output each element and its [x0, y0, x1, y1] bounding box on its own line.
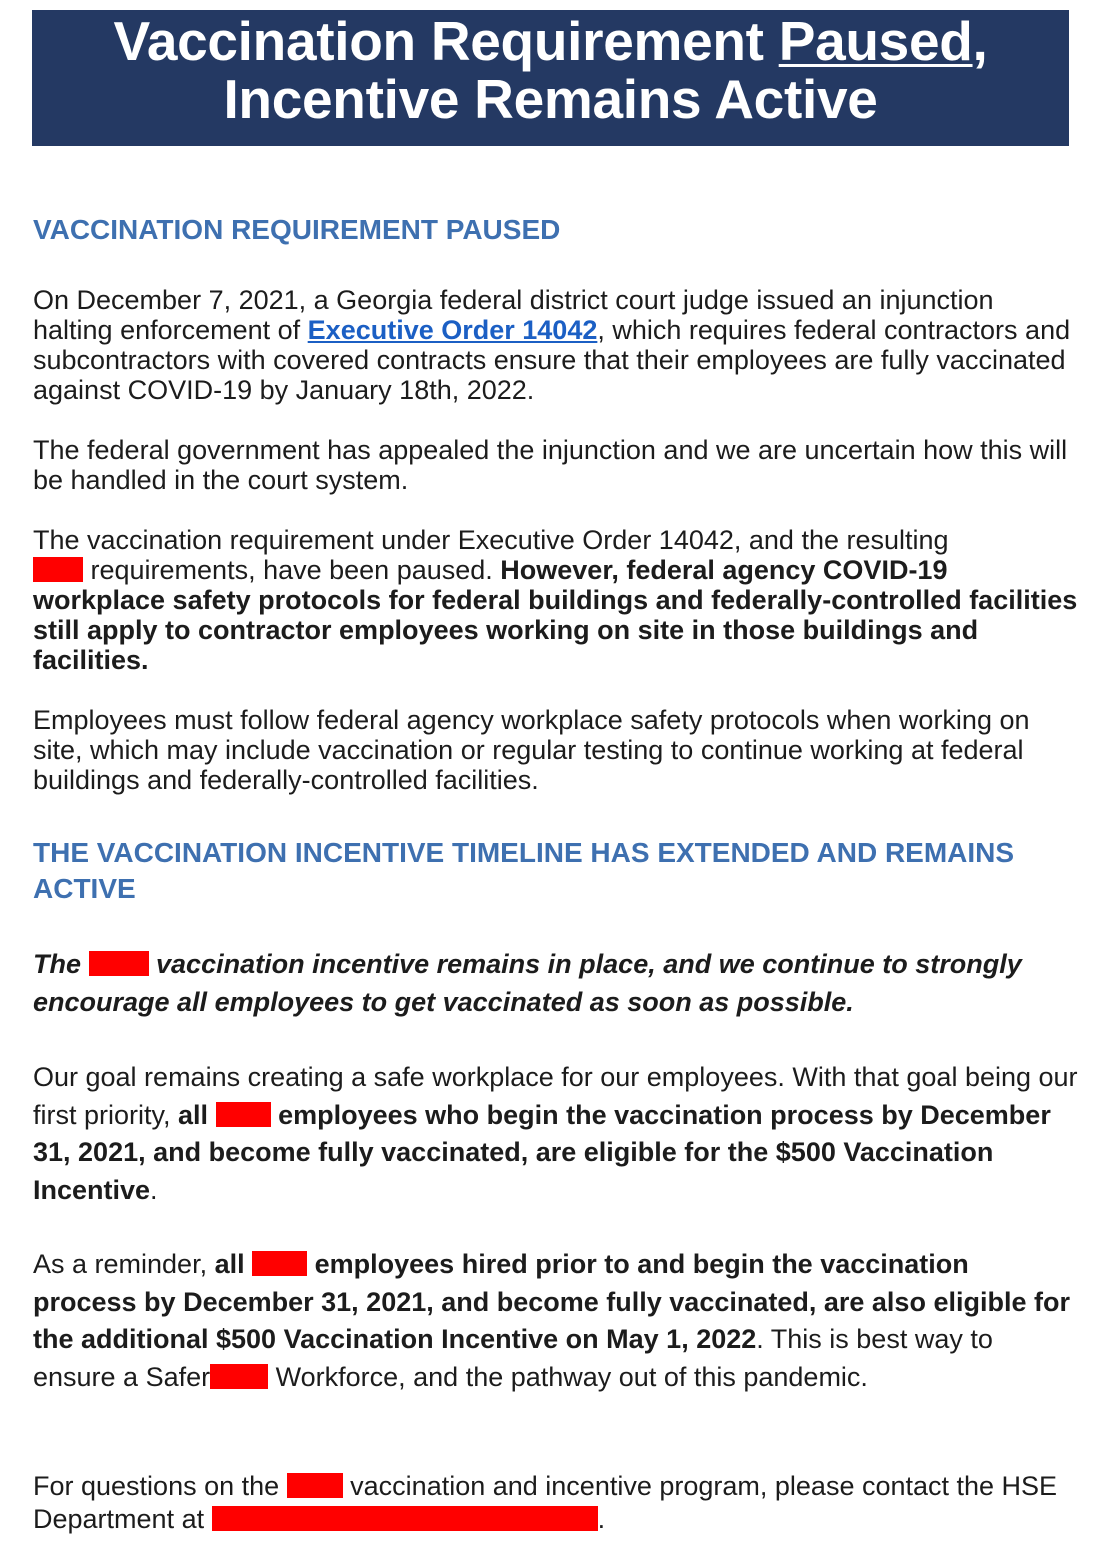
redaction-block [210, 1364, 268, 1389]
redacted-email-link[interactable] [212, 1506, 598, 1531]
paragraph-requirement-paused: The vaccination requirement under Executive Order 14042, and the resulting requirements, have been paused. However, federal agency COVID-19 workplace safety protocols for federal buildings and federally-controlled facilities still apply to contractor employees working on site in those buildings and facilities. [33, 525, 1078, 675]
paragraph-goal: Our goal remains creating a safe workplace for our employees. With that goal being our first priority, all employees who begin the vaccination process by December 31, 2021, and become fully vaccinated, are eligible for the $500 Vaccination Incentive. [33, 1062, 1078, 1205]
banner-title-line-2: Incentive Remains Active [223, 68, 878, 130]
paragraph-incentive-remains: The vaccination incentive remains in place, and we continue to strongly encourage all employees to get vaccinated as soon as possible. [33, 949, 1022, 1017]
section-heading-incentive: THE VACCINATION INCENTIVE TIMELINE HAS EXTENDED AND REMAINS ACTIVE [33, 837, 1015, 904]
redaction-block [216, 1102, 271, 1127]
paragraph-protocols: Employees must follow federal agency workplace safety protocols when working on site, which may include vaccination or regular testing to continue working at federal buildings and federally-controlled facilities. [33, 705, 1030, 795]
redaction-block [89, 951, 149, 976]
paragraph-appeal: The federal government has appealed the injunction and we are uncertain how this will be handled in the court system. [33, 435, 1068, 495]
redaction-block [252, 1251, 307, 1276]
redaction-block [33, 557, 83, 582]
paragraph-reminder: As a reminder, all employees hired prior to and begin the vaccination process by December 31, 2021, and become fully vaccinated, are also eligible for the additional $500 Vaccination Incentive on May 1, 2022. This is best way to ensure a Safer Workforce, and the pathway out of this pandemic. [33, 1249, 1070, 1392]
title-banner [32, 10, 1069, 146]
paragraph-contact: For questions on the vaccination and incentive program, please contact the HSE Department at . [33, 1471, 1058, 1534]
executive-order-link[interactable]: Executive Order 14042 [307, 315, 598, 345]
section-heading-paused: VACCINATION REQUIREMENT PAUSED [33, 214, 561, 245]
underlined-word: Paused [778, 10, 973, 72]
banner-title-line-1: Vaccination Requirement Paused, [113, 10, 988, 72]
paragraph-injunction: On December 7, 2021, a Georgia federal district court judge issued an injunction halting enforcement of Executive Order 14042, which requires federal contractors and subcontractors with covered contracts ensure that their employees are fully vaccinated against COVID-19 by January 18th, 2022. [33, 285, 1071, 405]
redaction-block [287, 1473, 343, 1498]
